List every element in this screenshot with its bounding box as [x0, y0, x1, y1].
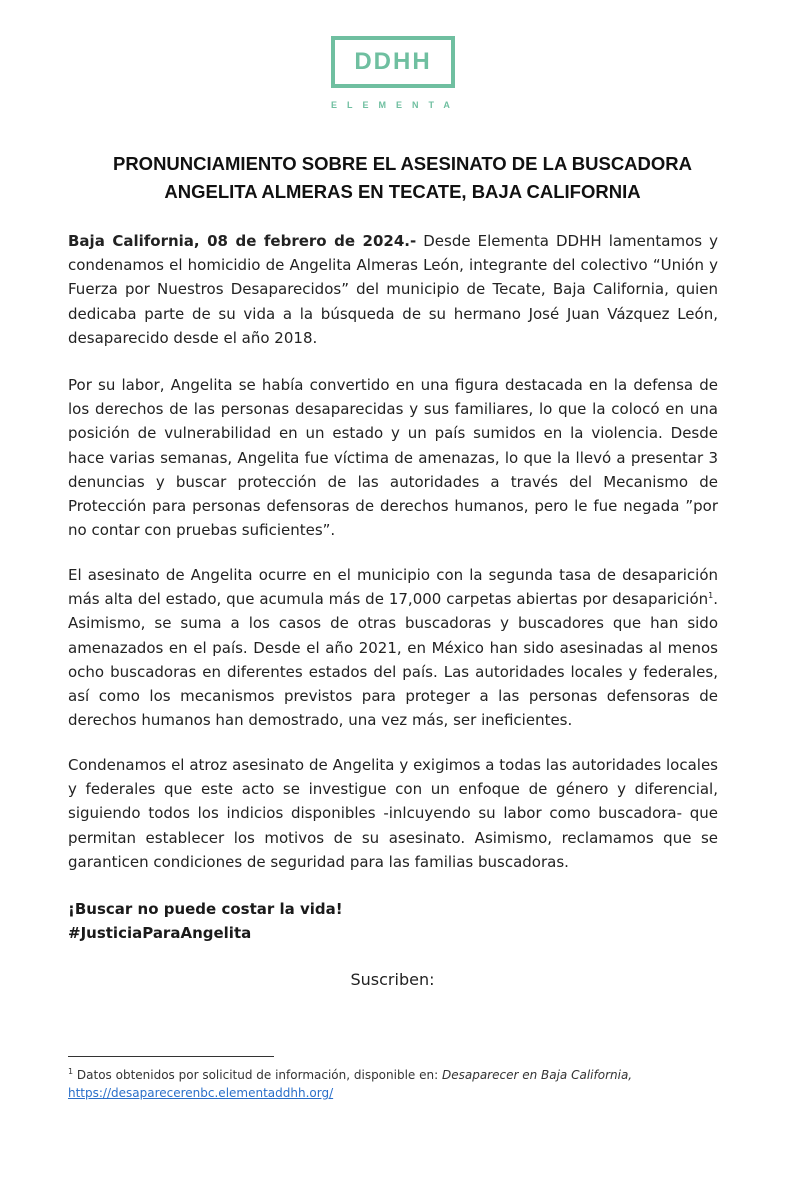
logo-subtitle: ELEMENTA	[331, 100, 460, 110]
title-line-2: ANGELITA ALMERAS EN TECATE, BAJA CALIFORNIA	[164, 181, 641, 202]
closing-block	[68, 897, 343, 945]
footnote-reference: 1	[708, 591, 714, 601]
footnote-source-title: Desaparecer en Baja California,	[441, 1068, 633, 1082]
logo-main-text: DDHH	[354, 48, 432, 75]
closing-hashtag: #JusticiaParaAngelita	[68, 924, 252, 943]
subscribe-label: Suscriben:	[350, 970, 435, 989]
paragraph-1	[68, 229, 718, 350]
logo	[331, 36, 455, 88]
paragraph-3	[68, 563, 718, 732]
paragraph-3-part-a: El asesinato de Angelita ocurre en el municipio con la segunda tasa de desaparición más alta del estado, que acumula más de 17,000 carpetas abiertas por desaparición	[68, 566, 718, 609]
footnote-marker: 1	[68, 1067, 74, 1076]
footnote-divider	[68, 1056, 274, 1057]
paragraph-4: Condenamos el atroz asesinato de Angelita y exigimos a todas las autoridades locales y federales que este acto se investigue con un enfoque de género y diferencial, siguiendo todos los indicios disponibles -inlcuyendo su labor como buscadora- que permitan establecer los motivos de su asesinato. Asimismo, reclamamos que se garanticen condiciones de seguridad para las familias buscadoras.	[68, 756, 718, 871]
footnote-link[interactable]: https://desaparecerenbc.elementaddhh.org/	[68, 1086, 334, 1100]
footnote-text: Datos obtenidos por solicitud de información, disponible en:	[73, 1068, 442, 1082]
paragraph-3-part-b: . Asimismo, se suma a los casos de otras buscadoras y buscadores que han sido amenazados en el país. Desde el año 2021, en México han sido asesinadas al menos ocho buscadoras en diferentes estados del país. Las autoridades locales y federales, así como los mecanismos previstos para proteger a las personas defensoras de derechos humanos han demostrado, una vez más, ser ineficientes.	[68, 590, 718, 730]
paragraph-2: Por su labor, Angelita se había convertido en una figura destacada en la defensa de los derechos de las personas desaparecidas y sus familiares, lo que la colocó en una posición de vulnerabilidad en un estado y un país sumidos en la violencia. Desde hace varias semanas, Angelita fue víctima de amenazas, lo que la llevó a presentar 3 denuncias y buscar protección de las autoridades a través del Mecanismo de Protección para personas defensoras de derechos humanos, pero le fue negada ”por no contar con pruebas suficientes”.	[68, 376, 718, 540]
paragraph-1-body: Desde Elementa DDHH lamentamos y condenamos el homicidio de Angelita Almeras León, integrante del colectivo “Unión y Fuerza por Nuestros Desaparecidos” del municipio de Tecate, Baja California, quien dedicaba parte de su vida a la búsqueda de su hermano José Juan Vázquez León, desaparecido desde el año 2018.	[68, 232, 719, 347]
footnote	[68, 1066, 748, 1102]
closing-slogan: ¡Buscar no puede costar la vida!	[68, 900, 343, 918]
dateline: Baja California, 08 de febrero de 2024.-	[68, 232, 417, 250]
title-line-1: PRONUNCIAMIENTO SOBRE EL ASESINATO DE LA BUSCADORA	[112, 153, 693, 174]
document-title	[60, 150, 745, 206]
